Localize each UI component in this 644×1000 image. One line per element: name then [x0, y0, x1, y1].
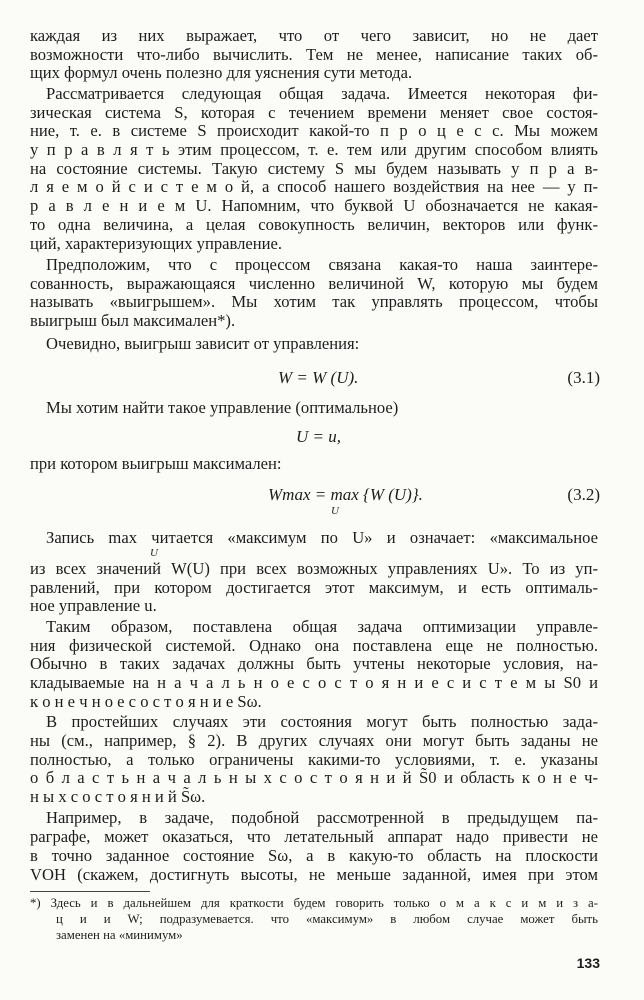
text-line: выигрыш был максимален*).: [30, 311, 236, 331]
inline-subscript: U: [150, 546, 158, 559]
text-line: VOH (скажем, достигнуть высоты, не меньше заданной, имея при этом: [30, 865, 598, 885]
text-line: Например, в задаче, подобной рассмотренной в предыдущем па-: [46, 808, 598, 828]
text-line: Запись max читается «максимум по U» и означает: «максимальное: [46, 528, 598, 548]
equation-number: (3.1): [567, 368, 600, 388]
equation-3-1: W = W (U).: [278, 368, 359, 388]
text-line: Таким образом, поставлена общая задача оптимизации управле-: [46, 616, 598, 636]
text-line: то одна величина, а целая совокупность величин, векторов или функ-: [30, 214, 598, 234]
text-line: к о н е ч н о е с о с т о я н и е Sω.: [30, 691, 262, 711]
text-line: полностью, а только ограничены какими-то условиями, т. е. указаны: [30, 749, 598, 769]
equation-3-2: Wmax = max {W (U)}.: [268, 485, 423, 505]
text-line: ны (см., например, § 2). В других случаях они могут быть заданы не: [30, 730, 598, 750]
equation-optimal: U = u,: [296, 427, 341, 447]
text-line: из всех значений W(U) при всех возможных управлениях U». То из уп-: [30, 558, 598, 578]
text-line: называть «выигрышем». Мы хотим так управлять процессом, чтобы: [30, 292, 598, 312]
text-line: р а в л е н и е м U. Напомним, что буквой U обозначается не какая-: [30, 196, 598, 216]
text-line: раграфе, может оказаться, что летательный аппарат надо привести не: [30, 827, 598, 847]
text-line: В простейших случаях эти состояния могут быть полностью зада-: [46, 712, 598, 732]
text-line: о б л а с т ь н а ч а л ь н ы х с о с т о я н и й S̃0 и область к о н е ч-: [30, 768, 598, 788]
text-line: ное управление u.: [30, 596, 157, 616]
text-line: Предположим, что с процессом связана какая-то наша заинтере-: [46, 255, 598, 275]
footnote-rule: [30, 891, 150, 892]
text-line: Обычно в таких задачах должны быть учтены некоторые условия, на-: [30, 654, 598, 674]
text-line: н ы х с о с т о я н и й S̃ω.: [30, 787, 206, 807]
text-line: кладываемые на н а ч а л ь н о е с о с т о я н и е с и с т е м ы S0 и: [30, 673, 598, 693]
text-line: щих формул очень полезно для уяснения сути метода.: [30, 63, 413, 83]
equation-number: (3.2): [567, 485, 600, 505]
text-line: Рассматривается следующая общая задача. Имеется некоторая фи-: [46, 83, 598, 103]
text-line: сованность, выражающаяся численно величиной W, которую мы будем: [30, 273, 598, 293]
text-line: равлений, при котором достигается этот максимум, и есть оптималь-: [30, 577, 598, 597]
text-line: у п р а в л я т ь этим процессом, т. е. тем или другим способом влиять: [30, 140, 598, 160]
text-line: каждая из них выражает, что от чего зависит, но не дает: [30, 26, 598, 45]
footnote-line: заменен на «минимум»: [56, 928, 183, 943]
text-line: при котором выигрыш максимален:: [30, 454, 282, 474]
text-line: л я е м о й с и с т е м о й, а способ нашего воздействия на нее — у п-: [30, 177, 598, 197]
footnote-line: *) Здесь и в дальнейшем для краткости будем говорить только о м а к с и м и з а-: [30, 896, 598, 911]
page-number: 133: [576, 955, 600, 972]
text-line: зическая система S, которая с течением времени меняет свое состоя-: [30, 102, 598, 122]
text-line: Мы хотим найти такое управление (оптимальное): [46, 398, 399, 418]
text-line: ций, характеризующих управление.: [30, 233, 283, 253]
text-line: в точно заданное состояние Sω, а в какую-то область на плоскости: [30, 846, 598, 866]
equation-subscript: U: [331, 504, 339, 517]
text-line: ния физической системой. Однако она поставлена еще не полностью.: [30, 635, 598, 655]
text-line: Очевидно, выигрыш зависит от управления:: [46, 333, 360, 353]
footnote-line: ц и и W; подразумевается. что «максимум» в любом случае может быть: [56, 912, 598, 927]
text-line: возможности что-либо вычислить. Тем не менее, написание таких об-: [30, 44, 598, 64]
text-line: ние, т. е. в системе S происходит какой-то п р о ц е с с. Мы можем: [30, 121, 598, 141]
text-line: на состояние системы. Такую систему S мы будем называть у п р а в-: [30, 158, 598, 178]
